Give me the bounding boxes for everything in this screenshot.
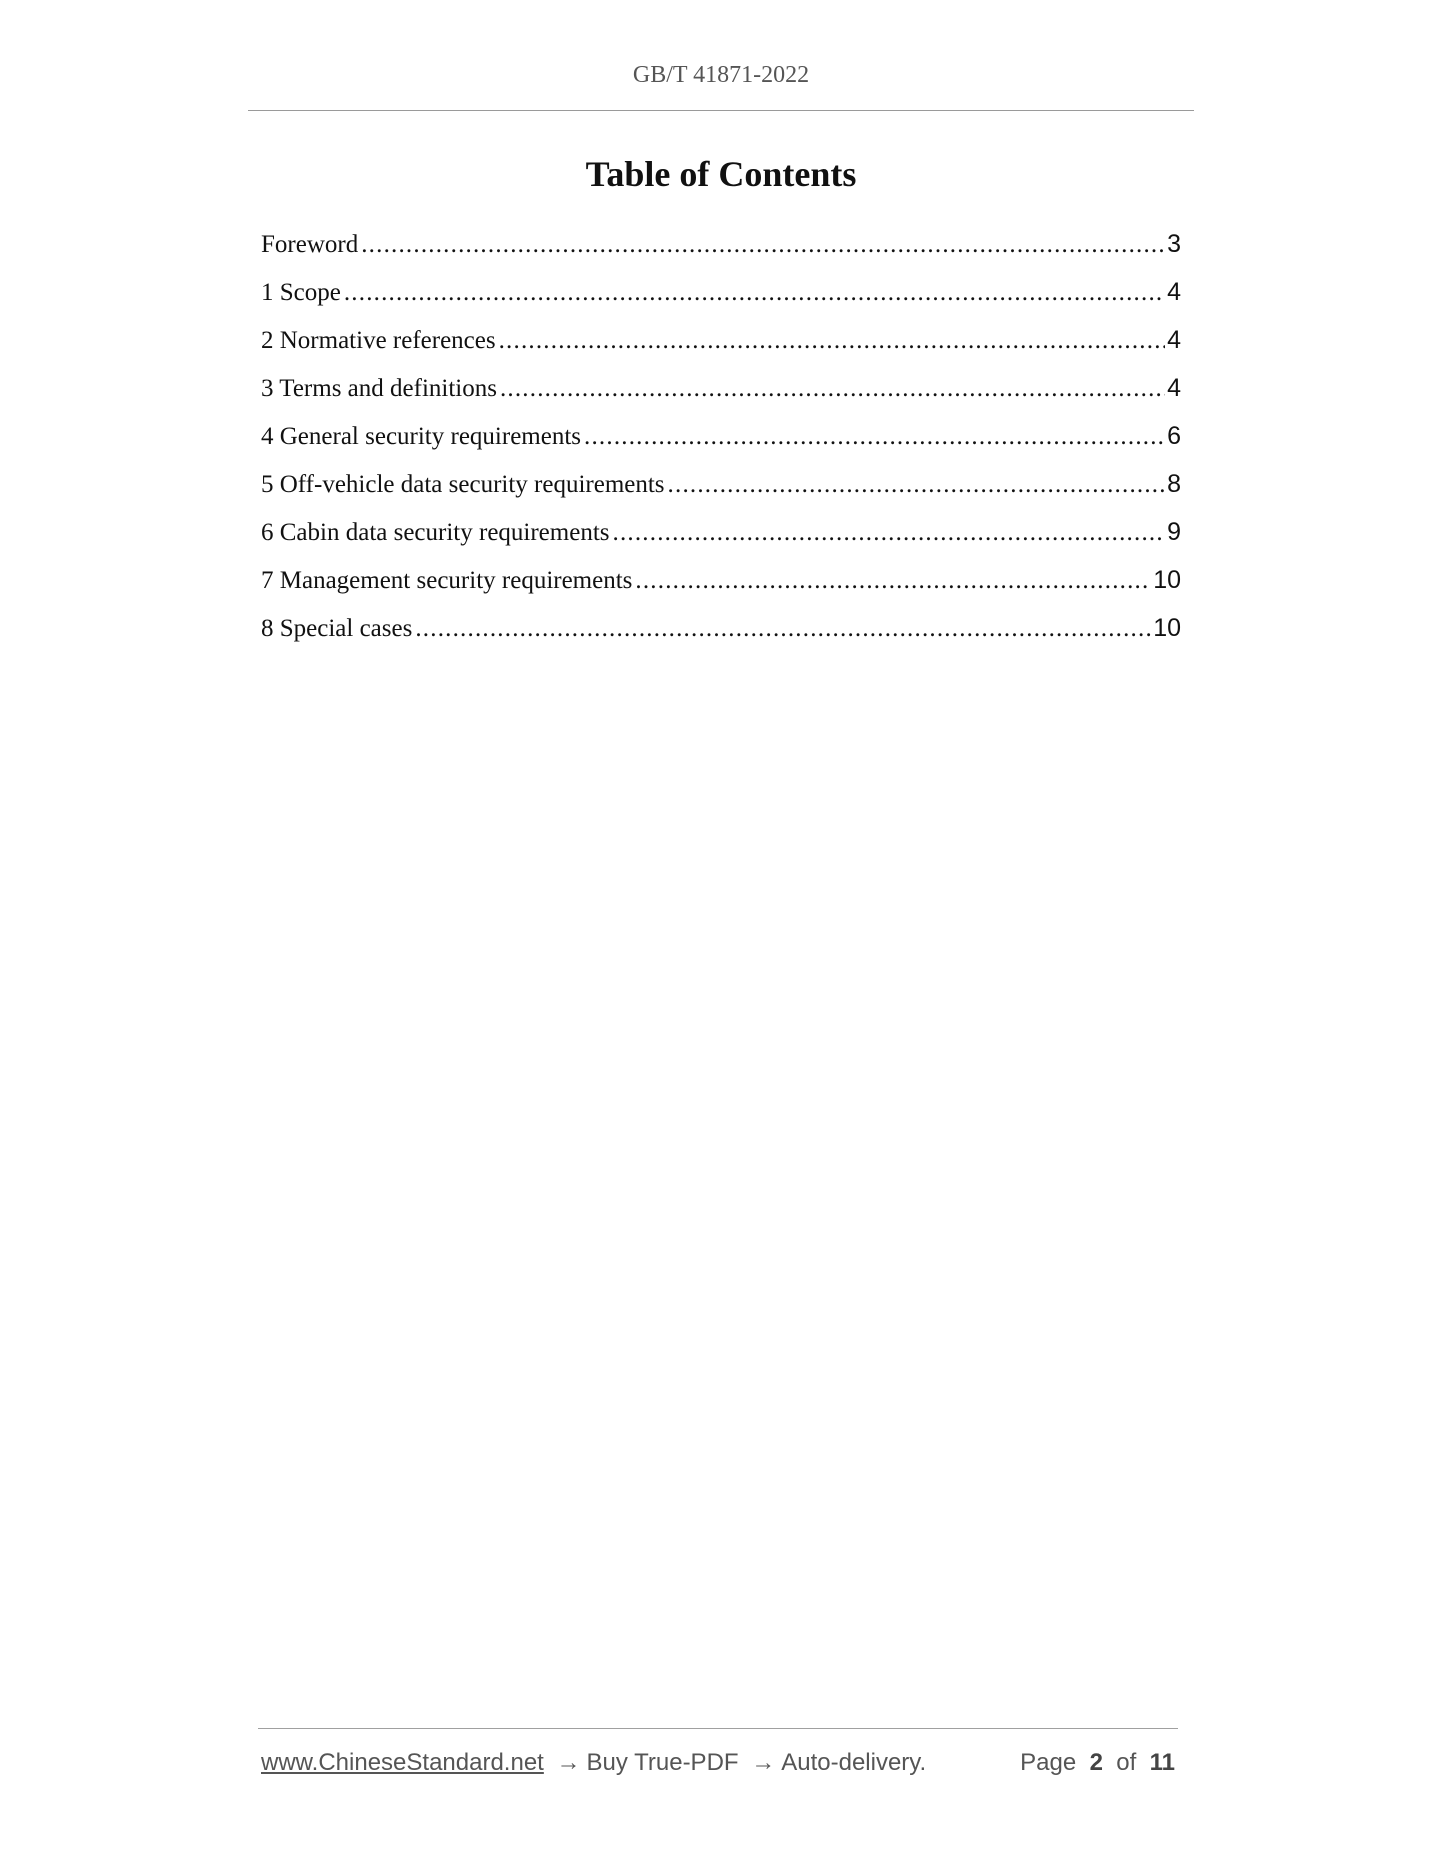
toc-leader-dots [668,461,1166,509]
toc-leader-dots [584,413,1165,461]
toc-entry-page: 6 [1167,422,1181,450]
delivery-text: Auto-delivery. [781,1749,927,1776]
toc-entry-label: 6 Cabin data security requirements [261,519,610,546]
current-page-number: 2 [1089,1749,1103,1776]
toc-leader-dots [635,557,1151,605]
toc-entry-label: 8 Special cases [261,615,413,642]
toc-entry-special-cases[interactable] [261,604,1181,652]
toc-entry-general-security[interactable] [261,412,1181,460]
of-word: of [1116,1749,1137,1776]
toc-leader-dots [500,365,1165,413]
arrow-right-icon: → [751,1749,776,1776]
document-id-header: GB/T 41871-2022 [632,62,810,88]
toc-leader-dots [499,317,1165,365]
toc-entry-cabin-data-security[interactable] [261,508,1181,556]
header-divider [248,110,1194,111]
toc-entry-foreword[interactable] [261,220,1181,268]
toc-entry-management-security[interactable] [261,556,1181,604]
toc-entry-page: 10 [1153,566,1181,594]
total-page-number: 11 [1149,1749,1175,1776]
toc-entry-label: 4 General security requirements [261,423,582,450]
toc-entry-page: 3 [1167,230,1181,258]
buy-text: Buy True-PDF [586,1749,739,1776]
page-footer [261,1746,1175,1780]
toc-entry-normative-references[interactable] [261,316,1181,364]
toc-list [261,220,1181,652]
toc-leader-dots [344,269,1165,317]
footer-promo [261,1749,926,1777]
toc-entry-page: 9 [1167,518,1181,546]
toc-leader-dots [613,509,1166,557]
toc-entry-page: 4 [1167,278,1181,306]
toc-entry-scope[interactable] [261,268,1181,316]
toc-entry-page: 10 [1153,614,1181,642]
toc-leader-dots [415,605,1151,653]
toc-entry-page: 4 [1167,326,1181,354]
site-link[interactable]: www.ChineseStandard.net [261,1749,544,1776]
toc-entry-page: 4 [1167,374,1181,402]
toc-leader-dots [361,221,1165,269]
arrow-right-icon: → [556,1749,581,1776]
footer-divider [258,1728,1178,1729]
toc-entry-label: 7 Management security requirements [261,567,633,594]
toc-entry-label: 1 Scope [261,279,341,306]
toc-entry-label: 3 Terms and definitions [261,375,497,402]
toc-entry-page: 8 [1167,470,1181,498]
page-counter [1020,1749,1175,1777]
toc-title: Table of Contents [585,154,857,194]
page-word: Page [1020,1749,1077,1776]
toc-entry-label: 5 Off-vehicle data security requirements [261,471,665,498]
toc-entry-off-vehicle-security[interactable] [261,460,1181,508]
toc-entry-label: 2 Normative references [261,327,496,354]
toc-entry-label: Foreword [261,231,359,258]
toc-entry-terms-and-definitions[interactable] [261,364,1181,412]
